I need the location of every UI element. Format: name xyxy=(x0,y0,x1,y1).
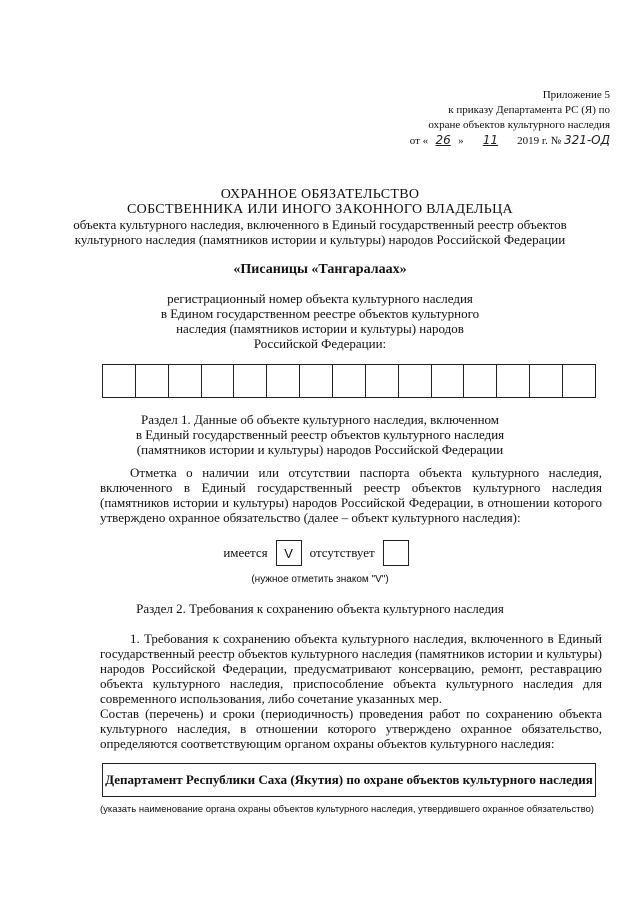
reg-cell[interactable] xyxy=(202,365,235,397)
reg-cell[interactable] xyxy=(530,365,563,397)
title-line1: ОХРАННОЕ ОБЯЗАТЕЛЬСТВО xyxy=(220,187,420,202)
reg-line4: Российской Федерации: xyxy=(253,336,387,351)
authority-footnote: (указать наименование органа охраны объектов культурного наследия, утвердившего охранное обязательство) xyxy=(100,804,594,815)
reg-cell[interactable] xyxy=(333,365,366,397)
reg-cell[interactable] xyxy=(399,365,432,397)
passport-text: Отметка о наличии или отсутствии паспорта объекта культурного наследия, включенного в Единый государственный реестр объектов культурного наследия (памятников истории и культуры) народов Российской Федерации, в отношении которого утверждено охранное обязательство (далее – объект культурного наследия): xyxy=(100,465,602,525)
reg-cell[interactable] xyxy=(234,365,267,397)
title-line4: культурного наследия (памятников истории и культуры) народов Российской Федерации xyxy=(74,232,566,247)
passport-paragraph xyxy=(100,465,602,525)
absent-checkbox[interactable] xyxy=(383,540,409,566)
object-name: «Писаницы «Тангаралаах» xyxy=(233,262,407,277)
date-month: 11 xyxy=(482,133,499,147)
reg-cell[interactable] xyxy=(464,365,497,397)
appendix-line1: Приложение 5 xyxy=(542,89,610,101)
passport-checkbox-row xyxy=(0,540,640,566)
reg-cell[interactable] xyxy=(366,365,399,397)
order-number: 321-ОД xyxy=(563,133,610,147)
reg-cell[interactable] xyxy=(497,365,530,397)
date-day: 26 xyxy=(435,133,451,147)
document-title xyxy=(0,187,640,247)
reg-cell[interactable] xyxy=(136,365,169,397)
date-prefix: от « xyxy=(409,135,429,147)
requirement-item2: Состав (перечень) и сроки (периодичность) проведения работ по сохранению объекта культурного наследия, в отношении которого утверждено охранное обязательство, определяются соответствующим органом охраны объектов культурного наследия: xyxy=(100,706,602,751)
reg-cell[interactable] xyxy=(300,365,333,397)
reg-cell[interactable] xyxy=(267,365,300,397)
has-checkbox[interactable]: V xyxy=(276,540,302,566)
reg-cell[interactable] xyxy=(169,365,202,397)
sect1-line2: в Единый государственный реестр объектов культурного наследия xyxy=(135,427,505,442)
appendix-line2: к приказу Департамента РС (Я) по xyxy=(448,104,610,116)
reg-line1: регистрационный номер объекта культурного наследия xyxy=(167,291,473,306)
authority-name: Департамент Республики Саха (Якутия) по охране объектов культурного наследия xyxy=(105,772,593,787)
section2-heading: Раздел 2. Требования к сохранению объекта культурного наследия xyxy=(136,601,504,616)
title-line2: СОБСТВЕННИКА ИЛИ ИНОГО ЗАКОННОГО ВЛАДЕЛЬЦА xyxy=(127,202,513,217)
date-year: 2019 г. № xyxy=(517,135,562,147)
appendix-date-line xyxy=(380,133,610,149)
registration-caption xyxy=(0,291,640,351)
requirement-item1: 1. Требования к сохранению объекта культурного наследия, включенного в Единый государственный реестр объектов культурного наследия (памятников истории и культуры) народов Российской Федерации, предусматривают консервацию, ремонт, реставрацию объекта культурного наследия, приспособление объекта культурного наследия для современного использования, либо сочетание указанных мер. xyxy=(100,631,602,706)
sect1-line3: (памятников истории и культуры) народов Российской Федерации xyxy=(136,442,504,457)
checkbox-note: (нужное отметить знаком "V") xyxy=(251,574,389,585)
has-label: имеется xyxy=(223,545,268,560)
appendix-block xyxy=(380,88,610,149)
reg-line3: наследия (памятников истории и культуры) народов xyxy=(176,321,464,336)
reg-cell[interactable] xyxy=(563,365,595,397)
sect1-line1: Раздел 1. Данные об объекте культурного наследия, включенном xyxy=(140,412,500,427)
authority-box xyxy=(102,763,596,797)
appendix-line3: охране объектов культурного наследия xyxy=(428,119,610,131)
absent-label: отсутствует xyxy=(309,545,375,560)
registration-number-grid xyxy=(102,364,596,398)
reg-line2: в Едином государственном реестре объектов культурного xyxy=(160,306,480,321)
section1-heading xyxy=(0,412,640,457)
date-mid: » xyxy=(458,135,464,147)
reg-cell[interactable] xyxy=(432,365,465,397)
requirements-paragraphs xyxy=(100,631,602,751)
reg-cell[interactable] xyxy=(103,365,136,397)
title-line3: объекта культурного наследия, включенного в Единый государственный реестр объектов xyxy=(73,217,567,232)
